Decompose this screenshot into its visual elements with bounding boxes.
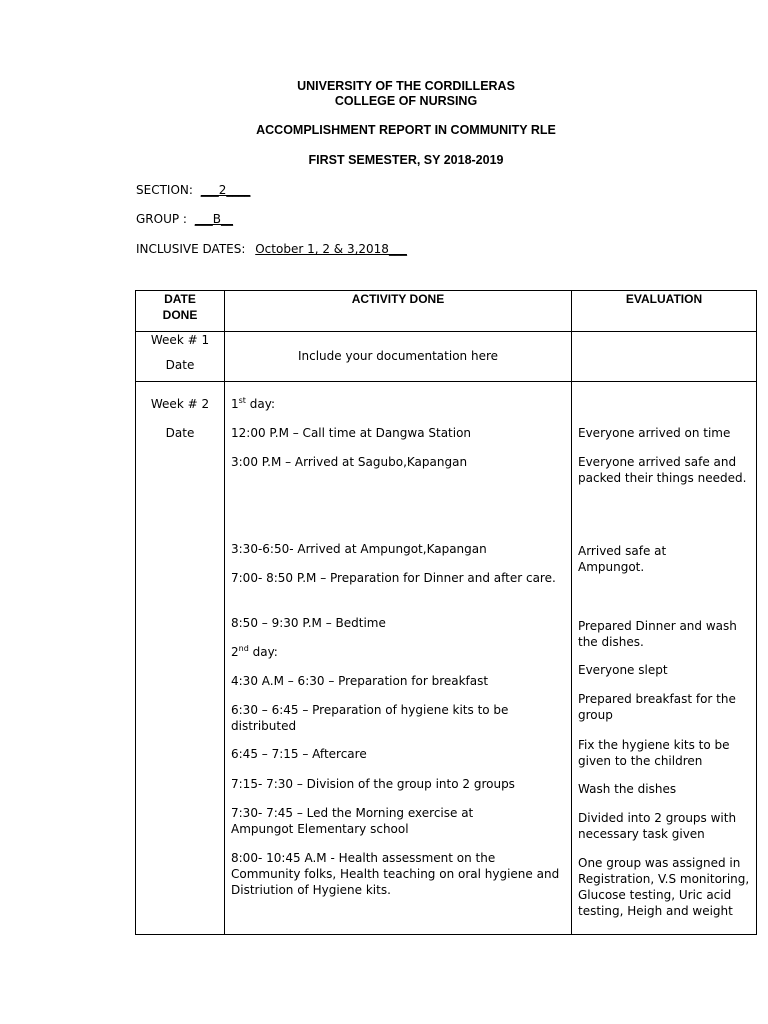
activity-item: 7:30- 7:45 – Led the Morning exercise at Ampungot Elementary school [231,806,474,836]
activity-item: 8:50 – 9:30 P.M – Bedtime [231,616,386,630]
col-header-date [136,291,224,323]
report-title: ACCOMPLISHMENT REPORT IN COMMUNITY RLE [256,123,556,137]
col-header-date-line1: DATE [164,292,196,306]
evaluation-item: Arrived safe at Ampungot. [578,544,667,574]
col-header-activity: ACTIVITY DONE [351,292,445,306]
day1-label: 1st day: [231,396,276,411]
activity-item: 7:00- 8:50 P.M – Preparation for Dinner and after care. [231,571,556,585]
activity-item: 6:45 – 7:15 – Aftercare [231,747,367,761]
inclusive-dates-label: INCLUSIVE DATES: [136,242,246,256]
activity-item: 4:30 A.M – 6:30 – Preparation for breakfast [231,674,489,688]
table-border-bottom [135,934,757,935]
activity-item: 12:00 P.M – Call time at Dangwa Station [231,426,472,440]
evaluation-item: Fix the hygiene kits to be given to the children [578,738,730,768]
section-label: SECTION: [136,183,193,197]
inclusive-dates-value: October 1, 2 & 3,2018___ [255,242,407,256]
university-name: UNIVERSITY OF THE CORDILLERAS [297,79,515,93]
week1-activity: Include your documentation here [297,349,499,363]
semester: FIRST SEMESTER, SY 2018-2019 [308,153,504,167]
evaluation-item: Everyone slept [578,663,668,677]
week2-date: Date [165,426,195,440]
evaluation-item: Divided into 2 groups with necessary task given [578,811,737,841]
table-border-right [756,290,757,935]
day2-label: 2nd day: [231,644,278,659]
activity-item: 8:00- 10:45 A.M - Health assessment on the Community folks, Health teaching on oral hygiene and Distriution of Hygiene kits. [231,851,560,897]
activity-item: 7:15- 7:30 – Division of the group into 2 groups [231,777,515,791]
table-rule-week1 [135,381,757,382]
evaluation-item: Wash the dishes [578,782,677,796]
table-col-divider-1 [224,290,225,935]
group-value: ___B__ [194,212,234,226]
section-field [136,183,250,197]
activity-item: 3:00 P.M – Arrived at Sagubo,Kapangan [231,455,468,469]
col-header-evaluation: EVALUATION [625,292,703,306]
activity-item: 3:30-6:50- Arrived at Ampungot,Kapangan [231,542,487,556]
week1-date: Date [165,358,195,372]
evaluation-item: Everyone arrived safe and packed their things needed. [578,455,747,485]
activity-item: 6:30 – 6:45 – Preparation of hygiene kits to be distributed [231,703,509,733]
table-border-left [135,290,136,935]
table-col-divider-2 [571,290,572,935]
section-value: ___2____ [200,183,251,197]
week2-label: Week # 2 [150,397,210,411]
col-header-date-line2: DONE [162,308,198,322]
week1-label: Week # 1 [150,333,210,347]
college-name: COLLEGE OF NURSING [334,94,478,108]
table-rule-header [135,331,757,332]
evaluation-item: Prepared Dinner and wash the dishes. [578,619,737,649]
group-label: GROUP : [136,212,187,226]
evaluation-item: Everyone arrived on time [578,426,731,440]
group-field [136,212,233,226]
evaluation-item: One group was assigned in Registration, V.S monitoring, Glucose testing, Uric acid testing, Heigh and weight [578,856,750,918]
inclusive-dates-field [136,242,407,256]
evaluation-item: Prepared breakfast for the group [578,692,736,722]
